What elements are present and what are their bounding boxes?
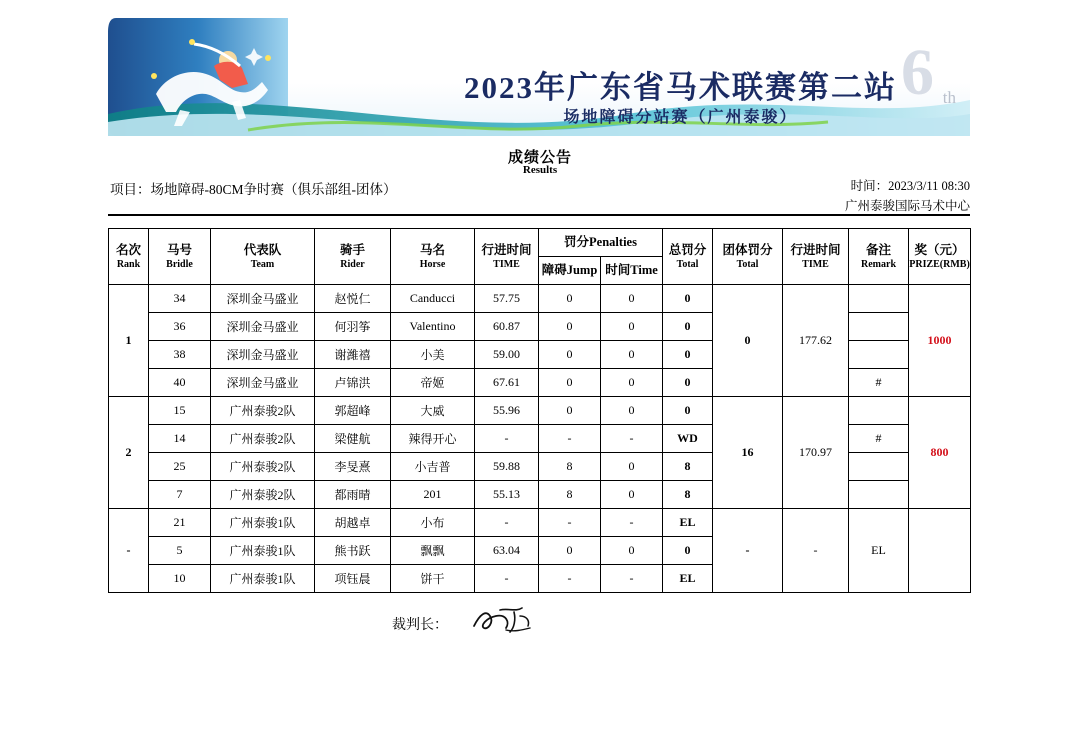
remark-cell — [849, 313, 909, 341]
time-penalty-cell: 0 — [601, 453, 663, 481]
event-venue: 广州泰骏国际马术中心 — [844, 199, 970, 213]
total-penalty-cell: EL — [663, 565, 713, 593]
event-banner — [108, 18, 970, 136]
rider-cell: 郭超峰 — [315, 397, 391, 425]
time-cell: 59.88 — [475, 453, 539, 481]
jump-penalty-cell: 8 — [539, 453, 601, 481]
total-penalty-cell: 0 — [663, 369, 713, 397]
total-penalty-cell: WD — [663, 425, 713, 453]
bridle-cell: 21 — [149, 509, 211, 537]
header-time: 行进时间 TIME — [475, 229, 539, 285]
time-penalty-cell: 0 — [601, 313, 663, 341]
table-body — [109, 285, 971, 593]
jump-penalty-cell: 0 — [539, 313, 601, 341]
time-cell: - — [475, 425, 539, 453]
header-prize: 奖（元） PRIZE(RMB) — [909, 229, 971, 285]
total-penalty-cell: 0 — [663, 313, 713, 341]
bridle-cell: 5 — [149, 537, 211, 565]
bridle-cell: 7 — [149, 481, 211, 509]
time-cell: 67.61 — [475, 369, 539, 397]
horse-cell: Canducci — [391, 285, 475, 313]
rider-cell: 胡越卓 — [315, 509, 391, 537]
team-penalty-cell: 0 — [713, 285, 783, 397]
header-time-penalty: 时间Time — [601, 257, 663, 285]
team-cell: 广州泰骏2队 — [211, 425, 315, 453]
jump-penalty-cell: 8 — [539, 481, 601, 509]
team-cell: 广州泰骏2队 — [211, 397, 315, 425]
banner-title-cn: 2023年广东省马术联赛第二站 — [464, 70, 897, 105]
prize-cell: 800 — [909, 397, 971, 509]
time-penalty-cell: 0 — [601, 369, 663, 397]
edition-number: 6 — [901, 36, 934, 109]
time-penalty-cell: - — [601, 509, 663, 537]
jump-penalty-cell: 0 — [539, 285, 601, 313]
remark-cell: # — [849, 425, 909, 453]
jump-penalty-cell: - — [539, 425, 601, 453]
header-rider: 骑手 Rider — [315, 229, 391, 285]
total-penalty-cell: 8 — [663, 481, 713, 509]
time-cell: 60.87 — [475, 313, 539, 341]
header-penalties: 罚分Penalties — [539, 229, 663, 257]
header-remark: 备注 Remark — [849, 229, 909, 285]
rider-cell: 项钰晨 — [315, 565, 391, 593]
judge-label: 裁判长： — [392, 618, 448, 633]
horse-cell: 饼干 — [391, 565, 475, 593]
horse-cell: 小吉普 — [391, 453, 475, 481]
signature-mark — [470, 600, 540, 640]
jump-penalty-cell: 0 — [539, 537, 601, 565]
horse-cell: 大威 — [391, 397, 475, 425]
team-time-cell: - — [783, 509, 849, 593]
header-team: 代表队 Team — [211, 229, 315, 285]
remark-cell — [849, 453, 909, 481]
team-time-cell: 177.62 — [783, 285, 849, 397]
jump-penalty-cell: 0 — [539, 397, 601, 425]
team-cell: 广州泰骏1队 — [211, 565, 315, 593]
banner-title-sub: 场地障碍分站赛（广州泰骏） — [563, 109, 798, 126]
rider-cell: 李旻熹 — [315, 453, 391, 481]
bridle-cell: 14 — [149, 425, 211, 453]
event-info: 项目：场地障碍-80CM争时赛（俱乐部组-团体） — [110, 182, 397, 197]
team-cell: 深圳金马盛业 — [211, 341, 315, 369]
team-cell: 深圳金马盛业 — [211, 313, 315, 341]
rider-cell: 都雨晴 — [315, 481, 391, 509]
table-row — [109, 285, 971, 313]
horse-cell: 飘飘 — [391, 537, 475, 565]
time-cell: - — [475, 509, 539, 537]
bridle-cell: 10 — [149, 565, 211, 593]
header-horse: 马名 Horse — [391, 229, 475, 285]
time-penalty-cell: - — [601, 565, 663, 593]
header-team-time: 行进时间 TIME — [783, 229, 849, 285]
bridle-cell: 38 — [149, 341, 211, 369]
total-penalty-cell: 0 — [663, 537, 713, 565]
time-penalty-cell: - — [601, 425, 663, 453]
team-penalty-cell: - — [713, 509, 783, 593]
time-cell: 55.13 — [475, 481, 539, 509]
time-penalty-cell: 0 — [601, 537, 663, 565]
bridle-cell: 34 — [149, 285, 211, 313]
remark-cell — [849, 397, 909, 425]
table-row — [109, 509, 971, 537]
bridle-cell: 36 — [149, 313, 211, 341]
rank-cell: 1 — [109, 285, 149, 397]
time-cell: 57.75 — [475, 285, 539, 313]
header-total-penalty: 总罚分 Total — [663, 229, 713, 285]
horse-cell: 201 — [391, 481, 475, 509]
team-cell: 广州泰骏1队 — [211, 509, 315, 537]
rider-cell: 赵悦仁 — [315, 285, 391, 313]
time-cell: 55.96 — [475, 397, 539, 425]
horse-cell: 小布 — [391, 509, 475, 537]
horse-cell: Valentino — [391, 313, 475, 341]
prize-cell: 1000 — [909, 285, 971, 397]
table-row — [109, 397, 971, 425]
bridle-cell: 15 — [149, 397, 211, 425]
team-penalty-cell: 16 — [713, 397, 783, 509]
jump-penalty-cell: - — [539, 565, 601, 593]
time-cell: - — [475, 565, 539, 593]
team-time-cell: 170.97 — [783, 397, 849, 509]
time-cell: 63.04 — [475, 537, 539, 565]
total-penalty-cell: EL — [663, 509, 713, 537]
jump-penalty-cell: 0 — [539, 369, 601, 397]
total-penalty-cell: 0 — [663, 397, 713, 425]
rank-cell: - — [109, 509, 149, 593]
remark-cell: # — [849, 369, 909, 397]
time-penalty-cell: 0 — [601, 481, 663, 509]
header-bridle: 马号 Bridle — [149, 229, 211, 285]
remark-cell — [849, 285, 909, 313]
header-rank: 名次 Rank — [109, 229, 149, 285]
rider-cell: 何羽筝 — [315, 313, 391, 341]
time-cell: 59.00 — [475, 341, 539, 369]
header-rule — [108, 214, 970, 216]
horse-cell: 辣得开心 — [391, 425, 475, 453]
total-penalty-cell: 0 — [663, 341, 713, 369]
event-datetime: 时间：2023/3/11 08:30 — [850, 179, 970, 193]
header-jump: 障碍Jump — [539, 257, 601, 285]
total-penalty-cell: 8 — [663, 453, 713, 481]
remark-cell — [849, 481, 909, 509]
bridle-cell: 40 — [149, 369, 211, 397]
jump-penalty-cell: - — [539, 509, 601, 537]
bridle-cell: 25 — [149, 453, 211, 481]
rider-cell: 卢锦洪 — [315, 369, 391, 397]
rider-cell: 谢濰禧 — [315, 341, 391, 369]
results-table — [108, 228, 971, 593]
table-header-row — [109, 229, 971, 257]
time-penalty-cell: 0 — [601, 285, 663, 313]
prize-cell — [909, 509, 971, 593]
remark-cell — [849, 341, 909, 369]
remark-cell: EL — [849, 509, 909, 593]
team-cell: 广州泰骏1队 — [211, 537, 315, 565]
team-cell: 广州泰骏2队 — [211, 453, 315, 481]
horse-cell: 帝姬 — [391, 369, 475, 397]
rank-cell: 2 — [109, 397, 149, 509]
rider-cell: 梁健航 — [315, 425, 391, 453]
rider-cell: 熊书跃 — [315, 537, 391, 565]
page-title: 成绩公告 — [507, 150, 572, 166]
time-penalty-cell: 0 — [601, 341, 663, 369]
total-penalty-cell: 0 — [663, 285, 713, 313]
edition-suffix: th — [942, 88, 956, 107]
time-penalty-cell: 0 — [601, 397, 663, 425]
jump-penalty-cell: 0 — [539, 341, 601, 369]
horse-cell: 小美 — [391, 341, 475, 369]
team-cell: 深圳金马盛业 — [211, 369, 315, 397]
results-table-wrapper — [108, 228, 970, 593]
header-team-penalty: 团体罚分 Total — [713, 229, 783, 285]
team-cell: 广州泰骏2队 — [211, 481, 315, 509]
team-cell: 深圳金马盛业 — [211, 285, 315, 313]
page-title-en: Results — [522, 164, 558, 176]
